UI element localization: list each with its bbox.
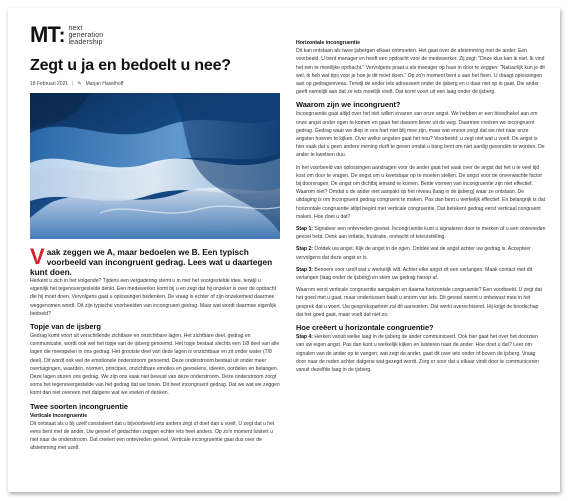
verticale-paragraph: Dit ontstaat als u bij uzelf constateert dat u bijvoorbeeld iets anders zegt of doet dan u voelt. U zegt dat u het eens bent met de ander. Uw gevoel of gedachten zeggen echter iets heel anders. Op zo'n moment luistert u niet naar de onderstroom. Dat creëert een ontevreden gevoel. Verticale incongruentie gaat dus over de afstemming met uzelf. — [30, 420, 275, 452]
pen-icon: ✎ — [77, 81, 82, 87]
subheading-verticale: Verticale incongruentie — [30, 412, 88, 419]
article-meta — [30, 81, 280, 88]
brand-logo[interactable] — [30, 24, 280, 50]
horizontale-paragraph: Dit kan ontstaan als twee ijsbergen elkaar ontmoeten. Het gaat over de afstemming met de ander. Een voorbeeld. U bent manager en heeft een opdracht voor de medewerker. Zij zegt: "Deze klus kan ik niet. Ik vind het een te moeilijke opdracht." Vervolgens praat u als manager op haar in door te zeggen: "Natuurlijk kun je dit wel, ik heb wat tips voor je hoe je dit moet doen." Op zo'n moment bent u aan het fixen. U draagt oplossingen aan op gedragsniveau. Terwijl de ander iets adresseert onder de ijsberg en u daar niet op in gaat. Die ander geeft namelijk aan dat ze iets moeilijk vindt. Dat komt voort uit een laag onder de ijsberg. — [296, 48, 545, 96]
section-heading-incongruentie: Twee soorten incongruentie — [30, 401, 129, 411]
left-column — [30, 24, 280, 453]
publish-date: 18 Februari 2021 — [30, 81, 69, 87]
drop-cap: V — [30, 244, 45, 269]
hero-image — [30, 93, 280, 239]
ijsberg-paragraph: Gedrag komt voort uit verschillende zichtbare en onzichtbare lagen. Het zichtbare deel, gedrag en communicatie, wordt ook wel het topje van de ijsberg genoemd. Het topje bestaat slechts een 1/8 deel van alle lagen die meespelen in ons gedrag. Het grootste deel van deze lagen is onzichtbaar en zit onder water (7/8 deel). Dit wordt ook wel de emotionele onderstroom genoemd. Deze onderstroom bestaat uit onder meer overtuigingen, waarden, normen, principes, onzichtbare emoties en gevoelens, ideeën, oordelen en belangen. Deze lagen sturen ons gedrag. We zijn ons vaak niet bewust van deze onderstroom. Deze onderstroom zorgt soms het tegenovergestelde van het gedrag dat we tonen. Dit heet incongruent gedrag. Dat we wat we zeggen komt dan niet overeen met datgene wat we voelen of denken. — [30, 333, 280, 397]
voorbeeld-paragraph: In het voorbeeld van oplossingen aandragen voor de ander gaat het vaak over de angst dat het u te veel tijd kost om door te vragen. De angst om u kwetsbaar op te moeten stellen. De angst voor de onverwachte factor bij doorvragen. De angst om dichtbij iemand te komen. Beide vormen van incongruentie zijn niet effectief. Waarom niet? Omdat u de ander niet aanpakt op het niveau (laag in de ijsberg) waar ze ontstaan. De uitdaging is om incongruent gedrag congruent te maken. Pas dan bent u werkelijk effectief. En belangrijk is dat horizontale congruentie altijd begint met verticale congruentie. Dat betekent gedrag eerst verticaal congruent maken. Hoe doet u dat? — [296, 164, 546, 220]
abstract-waves-image — [30, 93, 280, 239]
article-lead: Vaak zeggen we A, maar bedoelen we B. Een typisch voorbeeld van incongruent gedrag. Lees wat u daartegen kunt doen. — [30, 244, 273, 277]
step-3: Stap 3: Benoem voor uzelf wat u werkelijk wilt. Achter elke angst zit een verlangen. Maak contact met dit verlangen (laag onder de ijsberg) en stem uw gedrag hierop af. — [296, 266, 533, 282]
logo-wordmark: next generation leadership — [68, 23, 104, 47]
meta-divider: | — [72, 81, 74, 87]
article-page — [8, 8, 560, 492]
right-column — [296, 39, 546, 374]
author-name[interactable]: Marjan Haselhoff — [85, 81, 124, 87]
logo-mark: MT: — [30, 22, 65, 47]
step-1: Stap 1: Signaleer een ontevreden gevoel. Incongruentie kunt u signaleren door te merken of u een ontevreden gevoel hebt. Denk aan irritatie, frustratie, onmacht of teleurstelling. — [296, 226, 546, 241]
article-title: Zegt u ja en bedoelt u nee? — [30, 57, 231, 74]
section-heading-ijsberg: Topje van de ijsberg — [30, 322, 101, 332]
waarom-paragraph: Incongruentie gaat altijd over het niet willen ervaren van onze angst. We hebben er een bloedhekel aan om onze angst onder ogen te komen en gaan het daarom liever uit de weg. Daarmee creëren we incongruent gedrag. Gedrag waar we diep in ons hart niet blij mee zijn, maar wat ervoor zorgt dat we niet naar onze angsten hoeven te kijken. Over welke angsten gaat het nou? Voorbeeld: u zegt niet wat u voelt. De angst is hier vaak dat u geen andere mening durft te geven omdat u bang bent om niet aardig gevonden te worden. De ander te kwetsen duu. — [296, 111, 545, 159]
step-4: Stap 4: Herken vanuit welke laag in de ijsberg de ander communiceert. Ook hier gaat het over het doorzien van uw eigen angst. Pas dan kunt u werkelijk kijken en luisteren naar de ander. Hoe doet u dat? Leer om signalen van de ander op te vangen; wat zegt de ander, gaat dit over iets onder of boven de ijsberg. Vraag door naar de reden achter datgene wat gezegd wordt. Zorg er voor dat u elkaar vindt door te communiceren vanuit dezelfde laag in de ijsberg. — [296, 334, 539, 373]
section-heading-horizontaal: Hoe creëert u horizontale congruentie? — [296, 323, 434, 333]
intro-paragraph: Herkent u zich in het volgende? Tijdens een vergadering stemt u in met het voorgestelde idee, terwijl u eigenlijk het tegenovergestelde denkt. Een medewerker komt bij u en zegt dat hij onzeker is over de opdracht die hij moet doen. Vervolgens gaat u oplossingen bedenken. De vraag is echter of zijn onzekerheid daarmee weggenomen wordt. Dit zijn typische voorbeelden van incongruent gedrag. Maar wat wordt daarmee eigenlijk bedoeld? — [30, 278, 277, 317]
congruentie-paragraph: Waarom eerst verticale congruentie aangaken en daarna horizontale congruentie? Een voorbeeld. U zegt dat het goed met u gaat, maar ondertussen baalt u enorm van iets. Dit gevoel neemt u onbewust mee in het gesprek dat u voert. Uw gesprekspartner zal dit aanvoelen. Dat werkt averechtsend. Hij krijgt de boodschap dat het goed gaat, maar voelt dat niet zo. — [296, 287, 542, 318]
subheading-horizontale: Horizontale incongruentie — [296, 40, 360, 46]
section-heading-waarom: Waarom zijn we incongruent? — [296, 100, 401, 110]
step-2: Stap 2: Ontdek uw angst. Kijk de angst in de ogen. Ontdek wat de angst achter uw gedrag is. Accepteer vervolgens dat deze angst er is. — [296, 246, 531, 261]
